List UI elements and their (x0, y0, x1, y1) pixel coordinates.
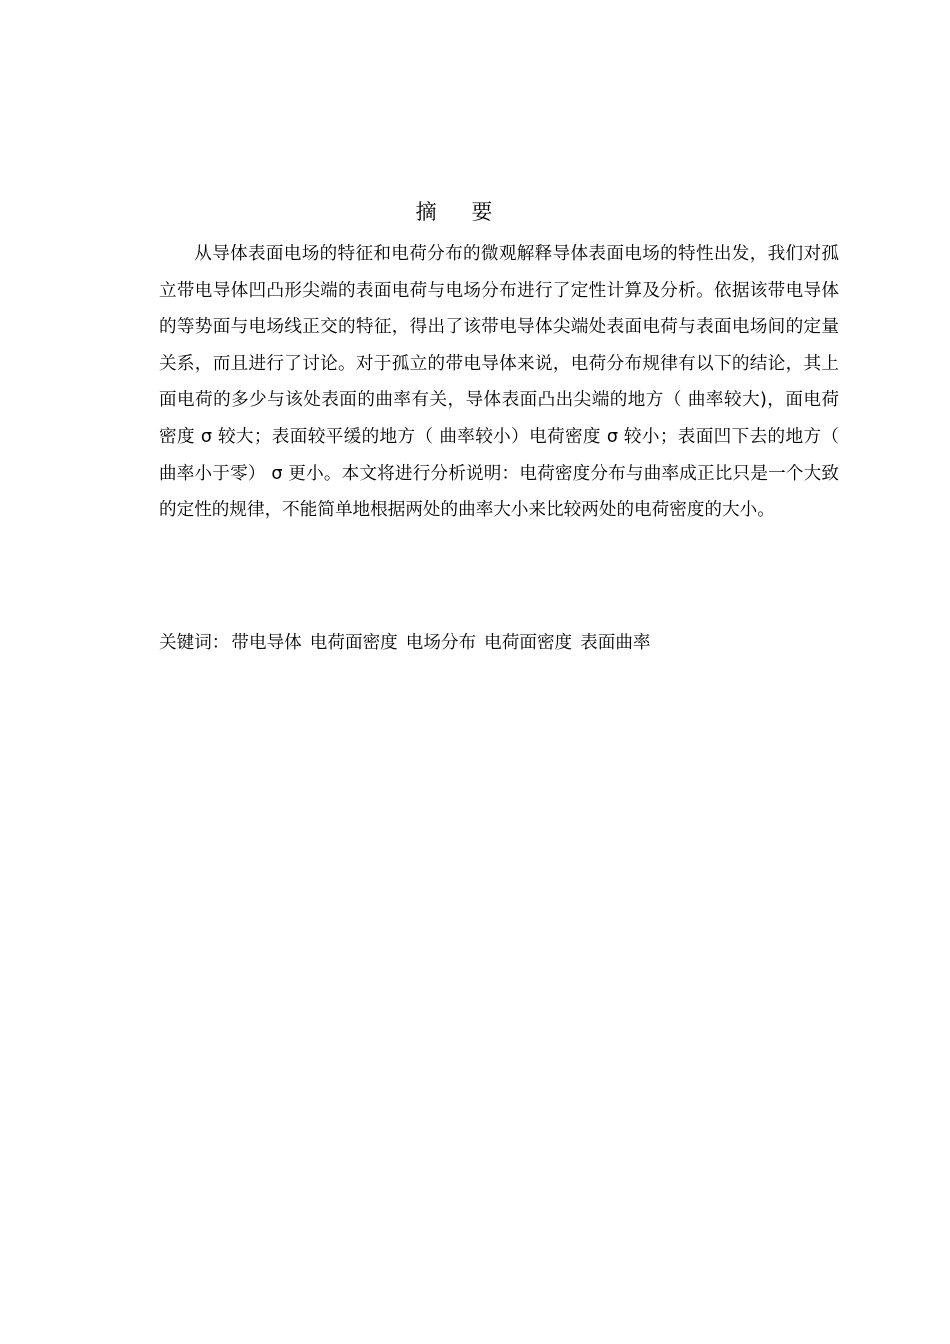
keyword: 电荷面密度 (484, 633, 573, 653)
keyword: 电场分布 (405, 633, 477, 653)
keywords-label: 关键词： (159, 633, 230, 653)
keyword: 表面曲率 (580, 633, 651, 653)
abstract-body: 从导体表面电场的特征和电荷分布的微观解释导体表面电场的特性出发，我们对孤立带电导体凹凸形尖端的表面电荷与电场分布进行了定性计算及分析。依据该带电导体的等势面与电场线正交的特征，得出了该带电导体尖端处表面电荷与表面电场间的定量关系，而且进行了讨论。对于孤立的带电导体来说，电荷分布规律有以下的结论，其上面电荷的多少与该处表面的曲率有关，导体表面凸出尖端的地方（ 曲率较大)，面电荷密度 σ 较大；表面较平缓的地方（ 曲率较小）电荷密度 σ 较小；表面凹下去的地方（ 曲率小于零） σ 更小。本文将进行分析说明：电荷密度分布与曲率成正比只是一个大致的定性的规律，不能简单地根据两处的曲率大小来比较两处的电荷密度的大小。 (159, 244, 839, 521)
keyword: 带电导体 (231, 633, 302, 653)
keywords-line (159, 628, 839, 658)
abstract-title: 摘 要 (415, 200, 507, 224)
keyword: 电荷面密度 (309, 633, 398, 653)
